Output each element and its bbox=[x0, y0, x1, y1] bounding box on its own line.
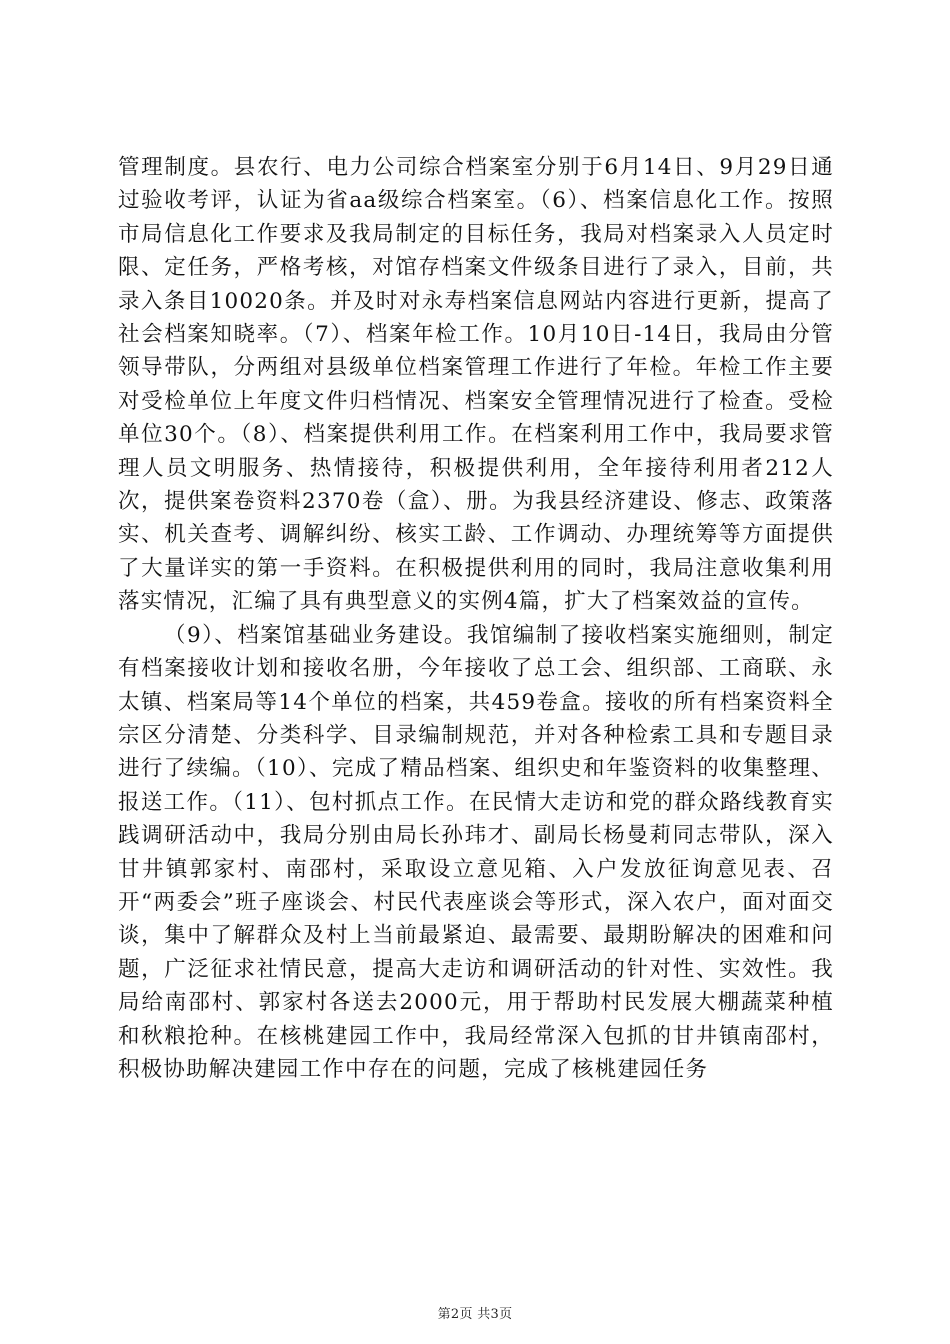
paragraph-1: 管理制度。县农行、电力公司综合档案室分别于6月14日、9月29日通过验收考评，认证为省aa级综合档案室。（6）、档案信息化工作。按照市局信息化工作要求及我局制定的目标任务，我局对档案录入人员定时限、定任务，严格考核，对馆存档案文件级条目进行了录入，目前，共录入条目10020条。并及时对永寿档案信息网站内容进行更新，提高了社会档案知晓率。（7）、档案年检工作。10月10日-14日，我局由分管领导带队，分两组对县级单位档案管理工作进行了年检。年检工作主要对受检单位上年度文件归档情况、档案安全管理情况进行了检查。受检单位30个。（8）、档案提供利用工作。在档案利用工作中，我局要求管理人员文明服务、热情接待，积极提供利用，全年接待利用者212人次，提供案卷资料2370卷（盒）、册。为我县经济建设、修志、政策落实、机关查考、调解纠纷、核实工龄、工作调动、办理统筹等方面提供了大量详实的第一手资料。在积极提供利用的同时，我局注意收集利用落实情况，汇编了具有典型意义的实例4篇，扩大了档案效益的宣传。 bbox=[118, 155, 834, 615]
document-body bbox=[118, 151, 834, 1086]
paragraph-2: （9）、档案馆基础业务建设。我馆编制了接收档案实施细则，制定有档案接收计划和接收名册，今年接收了总工会、组织部、工商联、永太镇、档案局等14个单位的档案，共459卷盒。接收的所有档案资料全宗区分清楚、分类科学、目录编制规范，并对各种检索工具和专题目录进行了续编。（10）、完成了精品档案、组织史和年鉴资料的收集整理、报送工作。（11）、包村抓点工作。在民情大走访和党的群众路线教育实践调研活动中，我局分别由局长孙玮才、副局长杨曼莉同志带队，深入甘井镇郭家村、南邵村，采取设立意见箱、入户发放征询意见表、召开“两委会”班子座谈会、村民代表座谈会等形式，深入农户，面对面交谈，集中了解群众及村上当前最紧迫、最需要、最期盼解决的困难和问题，广泛征求社情民意，提高大走访和调研活动的针对性、实效性。我局给南邵村、郭家村各送去2000元，用于帮助村民发展大棚蔬菜种植和秋粮抢种。在核桃建园工作中，我局经常深入包抓的甘井镇南邵村，积极协助解决建园工作中存在的问题，完成了核桃建园任务 bbox=[118, 622, 834, 1082]
page-footer: 第2页 共3页 bbox=[437, 1307, 513, 1322]
